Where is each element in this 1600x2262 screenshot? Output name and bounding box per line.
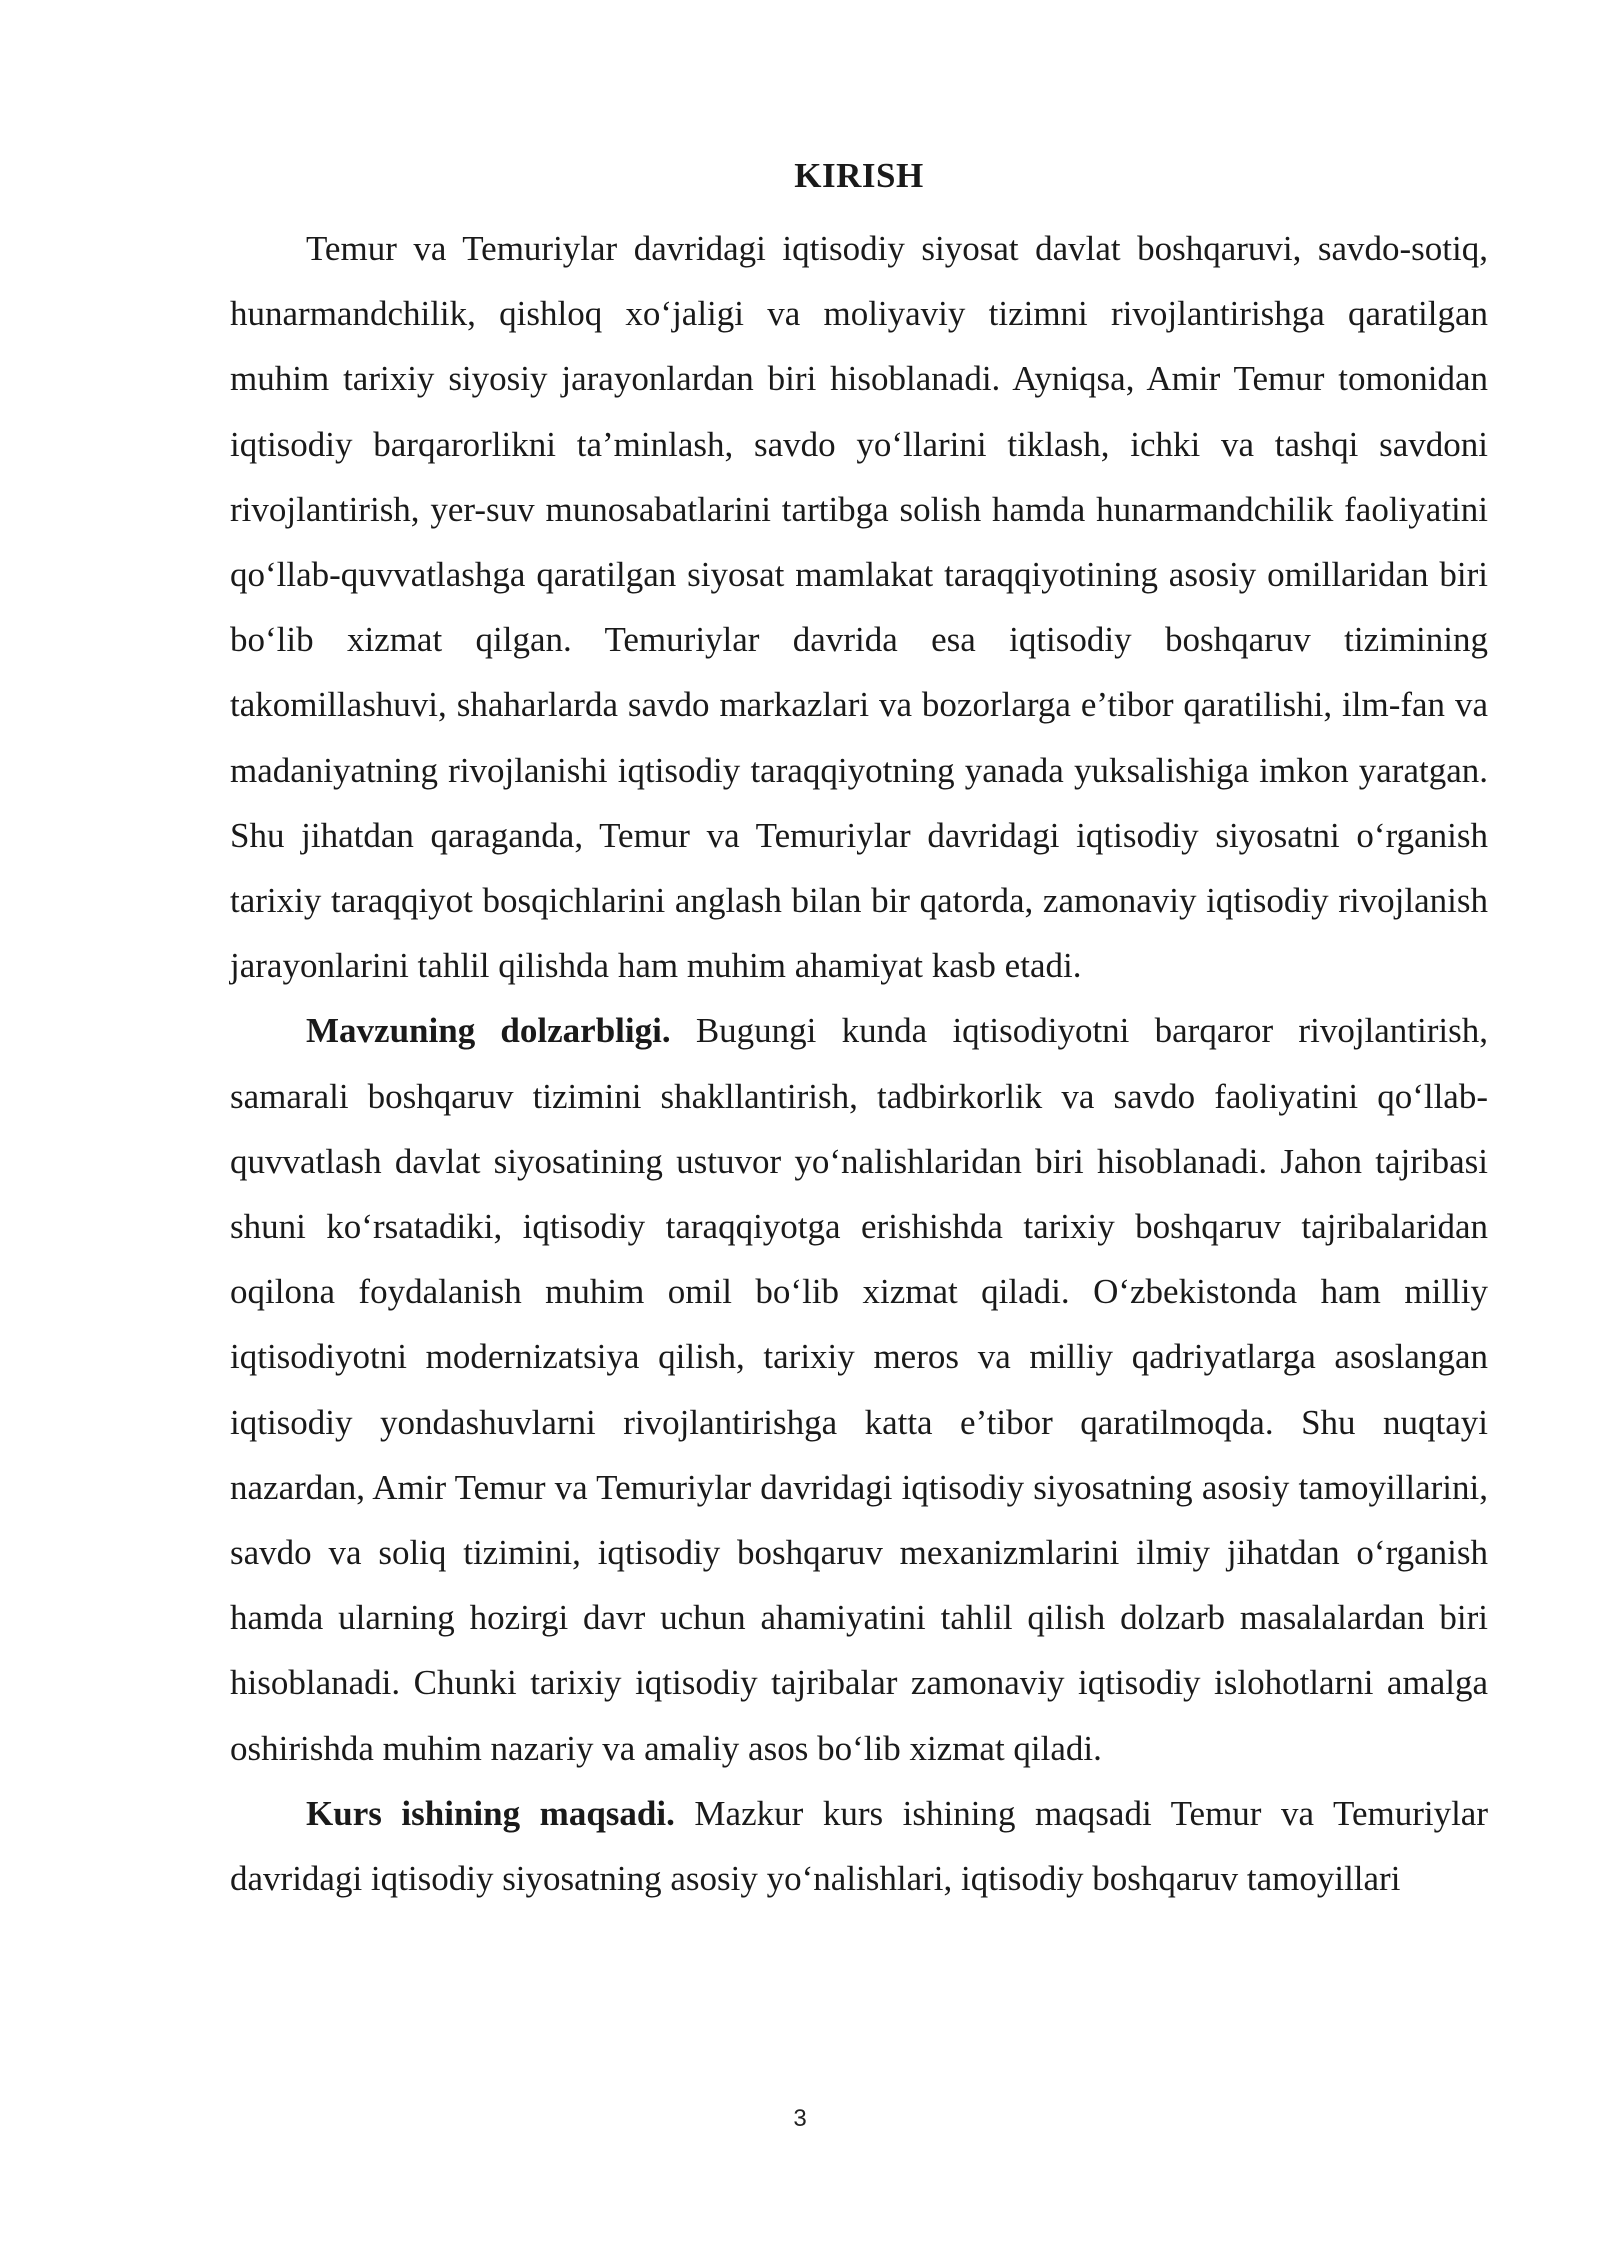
page-content xyxy=(230,150,1488,1911)
section-heading: KIRISH xyxy=(794,156,924,195)
goal-lead: Kurs ishining maqsadi. xyxy=(306,1793,675,1833)
goal-paragraph xyxy=(230,1781,1488,1911)
intro-paragraph xyxy=(230,216,1488,998)
paragraph-text: Bugungi kunda iqtisodiyotni barqaror rivojlantirish, samarali boshqaruv tizimini shakllantirish, tadbirkorlik va savdo faoliyatini qo‘llab-quvvatlash davlat siyosatining ustuvor yo‘nalishlaridan biri hisoblanadi. Jahon tajribasi shuni ko‘rsatadiki, iqtisodiy taraqqiyotga erishishda tarixiy boshqaruv tajribalaridan oqilona foydalanish muhim omil bo‘lib xizmat qiladi. O‘zbekistonda ham milliy iqtisodiyotni modernizatsiya qilish, tarixiy meros va milliy qadriyatlarga asoslangan iqtisodiy yondashuvlarni rivojlantirishga katta e’tibor qaratilmoqda. Shu nuqtayi nazardan, Amir Temur va Temuriylar davridagi iqtisodiy siyosatning asosiy tamoyillarini, savdo va soliq tizimini, iqtisodiy boshqaruv mexanizmlarini ilmiy jihatdan o‘rganish hamda ularning hozirgi davr uchun ahamiyatini tahlil qilish dolzarb masalalardan biri hisoblanadi. Chunki tarixiy iqtisodiy tajribalar zamonaviy iqtisodiy islohotlarni amalga oshirishda muhim nazariy va amaliy asos bo‘lib xizmat qiladi. xyxy=(230,1011,1488,1768)
relevance-paragraph xyxy=(230,998,1488,1780)
relevance-lead: Mavzuning dolzarbligi. xyxy=(306,1011,671,1051)
paragraph-text: Mazkur kurs ishining maqsadi Temur va Temuriylar davridagi iqtisodiy siyosatning asosiy yo‘nalishlari, iqtisodiy boshqaruv tamoyillari xyxy=(230,1793,1488,1899)
page-number: 3 xyxy=(793,2105,807,2132)
paragraph-text: Temur va Temuriylar davridagi iqtisodiy siyosat davlat boshqaruvi, savdo-sotiq, hunarmandchilik, qishloq xo‘jaligi va moliyaviy tizimni rivojlantirishga qaratilgan muhim tarixiy siyosiy jarayonlardan biri hisoblanadi. Ayniqsa, Amir Temur tomonidan iqtisodiy barqarorlikni ta’minlash, savdo yo‘llarini tiklash, ichki va tashqi savdoni rivojlantirish, yer-suv munosabatlarini tartibga solish hamda hunarmandchilik faoliyatini qo‘llab-quvvatlashga qaratilgan siyosat mamlakat taraqqiyotining asosiy omillaridan biri bo‘lib xizmat qilgan. Temuriylar davrida esa iqtisodiy boshqaruv tizimining takomillashuvi, shaharlarda savdo markazlari va bozorlarga e’tibor qaratilishi, ilm-fan va madaniyatning rivojlanishi iqtisodiy taraqqiyotning yanada yuksalishiga imkon yaratgan. Shu jihatdan qaraganda, Temur va Temuriylar davridagi iqtisodiy siyosatni o‘rganish tarixiy taraqqiyot bosqichlarini anglash bilan bir qatorda, zamonaviy iqtisodiy rivojlanish jarayonlarini tahlil qilishda ham muhim ahamiyat kasb etadi. xyxy=(230,229,1488,986)
